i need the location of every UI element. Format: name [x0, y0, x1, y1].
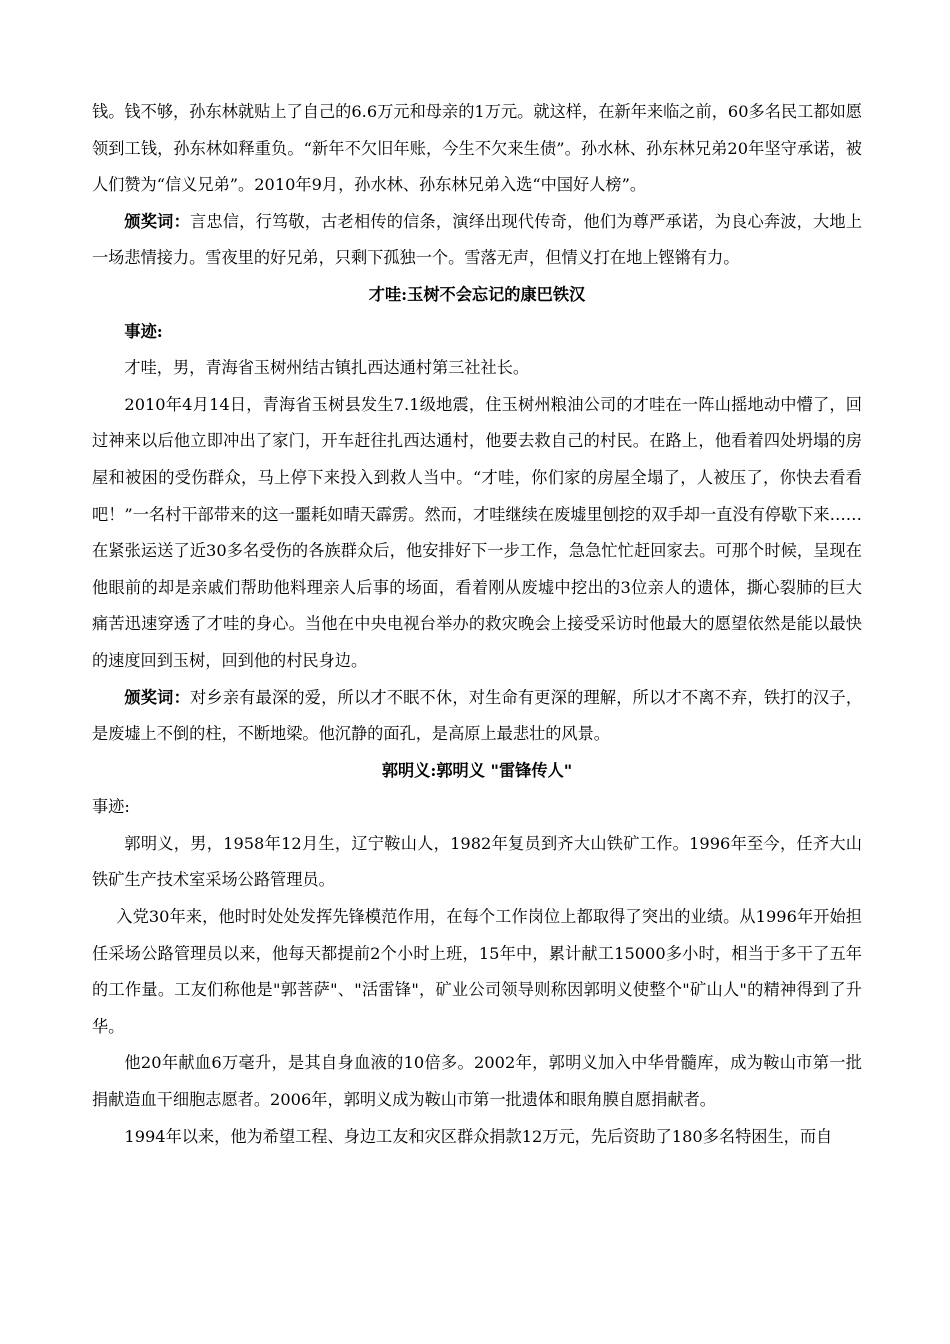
section-title-caiwa: 才哇:玉树不会忘记的康巴铁汉 — [368, 284, 586, 304]
paragraph-guomingyi-blood: 他20年献血6万毫升，是其自身血液的10倍多。2002年，郭明义加入中华骨髓库，成为鞍山市第一批捐献造血干细胞志愿者。2006年，郭明义成为鞍山市第一批遗体和眼角膜自愿捐献者。 — [92, 1053, 862, 1110]
document-page — [92, 94, 862, 1155]
award-label: 颁奖词： — [124, 211, 190, 231]
award-label: 颁奖词： — [124, 687, 190, 707]
award-text: 言忠信，行笃敬，古老相传的信条，演绎出现代传奇，他们为尊严承诺，为良心奔波，大地上一场悲情接力。雪夜里的好兄弟，只剩下孤独一个。雪落无声，但情义打在地上铿锵有力。 — [92, 211, 863, 268]
award-text: 对乡亲有最深的爱，所以才不眠不休，对生命有更深的理解，所以才不离不弃，铁打的汉子，是废墟上不倒的柱，不断地梁。他沉静的面孔，是高原上最悲壮的风景。 — [92, 687, 863, 744]
paragraph-continuation: 钱。钱不够，孙东林就贴上了自己的6.6万元和母亲的1万元。就这样，在新年来临之前，60多名民工都如愿领到工钱，孙东林如释重负。“新年不欠旧年账，今生不欠来生债”。孙水林、孙东林兄弟20年坚守承诺，被人们赞为“信义兄弟”。2010年9月，孙水林、孙东林兄弟入选“中国好人榜”。 — [92, 102, 862, 195]
deeds-label-guomingyi: 事迹: — [92, 797, 130, 817]
award-statement-2 — [92, 680, 862, 753]
intro-caiwa: 才哇，男，青海省玉树州结古镇扎西达通村第三社社长。 — [124, 358, 530, 378]
story-caiwa: 2010年4月14日，青海省玉树县发生7.1级地震，住玉树州粮油公司的才哇在一阵山摇地动中懵了，回过神来以后他立即冲出了家门，开车赶往扎西达通村，他要去救自己的村民。在路上，他看着四处坍塌的房屋和被困的受伤群众，马上停下来投入到救人当中。“才哇，你们家的房屋全塌了，人被压了，你快去看看吧！”一名村干部带来的这一噩耗如晴天霹雳。然而，才哇继续在废墟里刨挖的双手却一直没有停歇下来……在紧张运送了近30多名受伤的各族群众后，他安排好下一步工作，急急忙忙赶回家去。可那个时候，呈现在他眼前的却是亲戚们帮助他料理亲人后事的场面，看着刚从废墟中挖出的3位亲人的遗体，撕心裂肺的巨大痛苦迅速穿透了才哇的身心。当他在中央电视台举办的救灾晚会上接受采访时他最大的愿望依然是能以最快的速度回到玉树，回到他的村民身边。 — [92, 394, 862, 670]
paragraph-guomingyi-donation: 1994年以来，他为希望工程、身边工友和灾区群众捐款12万元，先后资助了180多名特困生，而自 — [124, 1126, 833, 1146]
paragraph-guomingyi-work: 入党30年来，他时时处处发挥先锋模范作用，在每个工作岗位上都取得了突出的业绩。从1996年开始担任采场公路管理员以来，他每天都提前2个小时上班，15年中，累计献工15000多小时，相当于多干了五年的工作量。工友们称他是"郭菩萨"、"活雷锋"，矿业公司领导则称因郭明义使整个"矿山人"的精神得到了升华。 — [92, 907, 862, 1036]
award-statement-1 — [92, 204, 862, 277]
deeds-label-caiwa: 事迹: — [124, 321, 163, 341]
section-title-guomingyi: 郭明义:郭明义 "雷锋传人" — [381, 760, 573, 780]
paragraph-guomingyi-intro: 郭明义，男，1958年12月生，辽宁鞍山人，1982年复员到齐大山铁矿工作。1996年至今，任齐大山铁矿生产技术室采场公路管理员。 — [92, 833, 862, 890]
